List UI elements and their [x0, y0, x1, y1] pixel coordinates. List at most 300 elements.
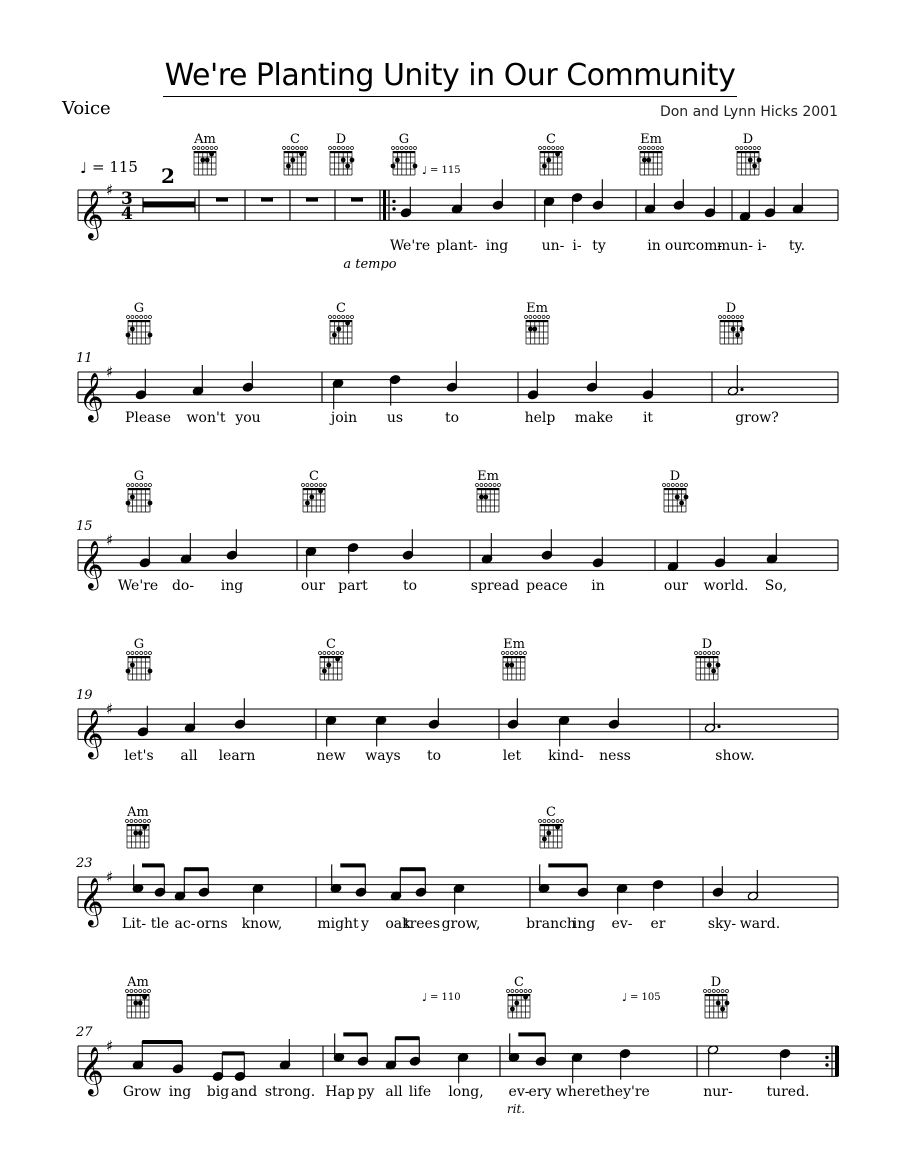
chord-diagram: [502, 652, 527, 681]
open-string-marker: [148, 820, 151, 823]
tempo-note-icon: ♩: [422, 991, 428, 1004]
open-string-marker: [131, 316, 134, 319]
lyric-syllable: join: [330, 410, 358, 426]
lyric-syllable: kind-: [548, 748, 584, 764]
open-string-marker: [721, 990, 724, 993]
beam: [184, 867, 208, 871]
chord-finger-dot: [514, 1001, 519, 1006]
chord-finger-dot: [142, 825, 147, 830]
chord-finger-dot: [509, 663, 514, 668]
beam: [400, 867, 425, 871]
treble-clef: 𝄞: [79, 1045, 104, 1095]
open-string-marker: [667, 484, 670, 487]
chord-name-c: C: [514, 975, 524, 990]
lyric-syllable: ery: [528, 1084, 552, 1100]
key-signature-sharp: ♯: [106, 531, 114, 549]
chord-nut: [330, 151, 352, 153]
open-string-marker: [329, 316, 332, 319]
lyric-syllable: let: [502, 748, 522, 764]
open-string-marker: [144, 316, 147, 319]
chord-finger-dot: [200, 158, 205, 163]
lyric-syllable: in: [647, 238, 661, 254]
open-string-marker: [306, 484, 309, 487]
lyric-syllable: ways: [365, 748, 401, 764]
chord-finger-dot: [286, 164, 291, 169]
beam: [222, 1051, 244, 1055]
chord-nut: [640, 151, 662, 153]
beam: [340, 863, 365, 867]
chord-finger-dot: [731, 327, 736, 332]
lyric-syllable: might: [317, 916, 359, 932]
open-string-marker: [507, 990, 510, 993]
expression-rit: rit.: [506, 1102, 526, 1116]
lyric-syllable: ness: [599, 748, 631, 764]
lyric-syllable: they're: [600, 1084, 650, 1100]
open-string-marker: [758, 147, 761, 150]
chord-finger-dot: [138, 831, 143, 836]
chord-diagram: [539, 820, 564, 849]
open-string-marker: [556, 147, 559, 150]
open-string-marker: [561, 147, 564, 150]
multirest-count: 2: [161, 164, 175, 188]
lyric-syllable: our: [300, 578, 326, 594]
lyric-syllable: help: [524, 410, 556, 426]
open-string-marker: [333, 147, 336, 150]
lyric-syllable: strong.: [264, 1084, 316, 1100]
repeat-dot: [825, 1063, 828, 1066]
chord-name-d: D: [742, 132, 754, 147]
chord-nut: [737, 151, 759, 153]
chord-diagram: [329, 316, 354, 345]
chord-finger-dot: [720, 1007, 725, 1012]
open-string-marker: [663, 484, 666, 487]
treble-clef: 𝄞: [79, 189, 104, 239]
treble-clef: 𝄞: [79, 539, 104, 589]
chord-name-c: C: [326, 637, 336, 652]
open-string-marker: [324, 484, 327, 487]
time-signature-bottom: 4: [121, 204, 133, 224]
chord-name-g: G: [133, 301, 145, 316]
lyric-syllable: ing: [220, 578, 244, 594]
lyric-syllable: us: [386, 410, 404, 426]
open-string-marker: [661, 147, 664, 150]
lyric-syllable: We're: [117, 578, 159, 594]
chord-nut: [503, 656, 525, 658]
lyric-syllable: world.: [703, 578, 749, 594]
lyric-syllable: So,: [764, 578, 788, 594]
chord-finger-dot: [510, 1007, 515, 1012]
chord-finger-dot: [205, 158, 210, 163]
open-string-marker: [392, 147, 395, 150]
open-string-marker: [539, 820, 542, 823]
chord-finger-dot: [130, 495, 135, 500]
lyric-syllable: sky-: [707, 916, 737, 932]
treble-clef: 𝄞: [79, 876, 104, 926]
chord-name-d: D: [701, 637, 713, 652]
chord-diagram: [704, 990, 730, 1019]
open-string-marker: [329, 147, 332, 150]
tempo-marking: = 115: [430, 165, 461, 176]
chord-diagram: [391, 147, 418, 176]
chord-name-em: Em: [640, 132, 662, 147]
key-signature-sharp: ♯: [106, 1037, 114, 1055]
chord-finger-dot: [532, 327, 537, 332]
chord-nut: [128, 320, 150, 322]
key-signature-sharp: ♯: [106, 700, 114, 718]
lyric-syllable: to: [426, 748, 442, 764]
lyric-syllable: our: [664, 238, 690, 254]
open-string-marker: [547, 316, 550, 319]
open-string-marker: [144, 652, 147, 655]
lyric-syllable: to: [402, 578, 418, 594]
open-string-marker: [300, 147, 303, 150]
repeat-thick-bar: [383, 190, 386, 220]
chord-nut: [705, 994, 727, 996]
open-string-marker: [131, 652, 134, 655]
open-string-marker: [319, 652, 322, 655]
chord-diagram: [639, 147, 664, 176]
chord-finger-dot: [335, 657, 340, 662]
open-string-marker: [741, 316, 744, 319]
open-string-marker: [351, 316, 354, 319]
chord-finger-dot: [546, 158, 551, 163]
repeat-dot: [392, 207, 395, 210]
chord-name-c: C: [290, 132, 300, 147]
open-string-marker: [323, 652, 326, 655]
chord-finger-dot: [148, 501, 153, 506]
chord-diagram: [695, 652, 721, 681]
chord-finger-dot: [126, 669, 131, 674]
measure-number: 15: [76, 519, 93, 534]
open-string-marker: [723, 316, 726, 319]
lyric-syllable: big: [206, 1084, 230, 1100]
tempo-marking: = 115: [92, 158, 138, 176]
chord-diagram: [319, 652, 344, 681]
chord-finger-dot: [345, 321, 350, 326]
instrument-label: Voice: [62, 98, 111, 119]
chord-finger-dot: [290, 158, 295, 163]
whole-rest: [306, 198, 318, 202]
open-string-marker: [695, 652, 698, 655]
lyric-syllable: branch: [526, 916, 576, 932]
chord-finger-dot: [391, 164, 396, 169]
lyric-syllable: know,: [241, 916, 283, 932]
chord-diagram: [507, 990, 532, 1019]
augmentation-dot: [740, 388, 743, 391]
chord-nut: [720, 320, 742, 322]
open-string-marker: [708, 990, 711, 993]
open-string-marker: [717, 652, 720, 655]
chord-nut: [128, 488, 150, 490]
chord-finger-dot: [646, 158, 651, 163]
lyric-syllable: ing: [485, 238, 509, 254]
chord-name-d: D: [710, 975, 722, 990]
open-string-marker: [685, 484, 688, 487]
lyric-syllable: all: [180, 748, 198, 764]
chord-finger-dot: [318, 489, 323, 494]
open-string-marker: [287, 147, 290, 150]
lyric-syllable: where: [555, 1084, 601, 1100]
chord-name-em: Em: [526, 301, 548, 316]
chord-finger-dot: [332, 333, 337, 338]
lyric-syllable: i-: [757, 238, 767, 254]
measure-number: 23: [76, 856, 93, 871]
chord-finger-dot: [716, 1001, 721, 1006]
chord-finger-dot: [130, 327, 135, 332]
lyric-syllable: life: [408, 1084, 432, 1100]
tempo-marking: = 110: [430, 992, 461, 1003]
lyric-syllable: do-: [171, 578, 195, 594]
lyric-syllable: py: [357, 1084, 375, 1100]
lyric-syllable: won't: [186, 410, 226, 426]
open-string-marker: [149, 316, 152, 319]
chord-name-d: D: [335, 132, 347, 147]
chord-nut: [393, 151, 415, 153]
beam: [142, 863, 164, 867]
chord-nut: [526, 320, 548, 322]
chord-name-em: Em: [477, 469, 499, 484]
open-string-marker: [346, 147, 349, 150]
lyric-syllable: er: [650, 916, 666, 932]
lyric-syllable: new: [316, 748, 346, 764]
beam: [343, 1032, 367, 1036]
chord-finger-dot: [345, 164, 350, 169]
lyric-syllable: our: [663, 578, 689, 594]
chord-finger-dot: [735, 333, 740, 338]
lyric-syllable: i-: [572, 238, 582, 254]
chord-finger-dot: [757, 158, 762, 163]
augmentation-dot: [717, 725, 720, 728]
chord-finger-dot: [148, 669, 153, 674]
chord-finger-dot: [725, 1001, 730, 1006]
open-string-marker: [753, 147, 756, 150]
lyric-syllable: ward.: [739, 916, 781, 932]
whole-rest: [351, 198, 363, 202]
expression-a-tempo: a tempo: [343, 257, 397, 272]
open-string-marker: [680, 484, 683, 487]
lyric-syllable: orns: [196, 916, 228, 932]
lyric-syllable: let's: [124, 748, 154, 764]
repeat-thick-bar: [835, 1046, 839, 1076]
lyric-syllable: make: [574, 410, 614, 426]
chord-finger-dot: [642, 158, 647, 163]
open-string-marker: [736, 147, 739, 150]
chord-diagram: [539, 147, 564, 176]
open-string-marker: [127, 652, 130, 655]
open-string-marker: [736, 316, 739, 319]
chord-finger-dot: [341, 158, 346, 163]
open-string-marker: [127, 316, 130, 319]
open-string-marker: [131, 484, 134, 487]
chord-finger-dot: [555, 152, 560, 157]
open-string-marker: [305, 147, 308, 150]
open-string-marker: [556, 820, 559, 823]
lyric-syllable: part: [338, 578, 368, 594]
measure-number: 19: [76, 688, 93, 703]
lyric-syllable: ty: [592, 238, 606, 254]
lyric-syllable: y: [361, 916, 369, 932]
tempo-note-icon: ♩: [622, 991, 628, 1004]
chord-finger-dot: [395, 158, 400, 163]
lyric-syllable: peace: [526, 578, 568, 594]
lyric-syllable: trees: [403, 916, 441, 932]
lyric-syllable: nur-: [703, 1084, 733, 1100]
chord-finger-dot: [546, 831, 551, 836]
lyric-syllable: grow,: [441, 916, 481, 932]
chord-diagram: [283, 147, 308, 176]
chord-diagram: [126, 316, 153, 345]
chord-finger-dot: [679, 501, 684, 506]
open-string-marker: [704, 990, 707, 993]
chord-finger-dot: [740, 327, 745, 332]
lyric-syllable: tured.: [766, 1084, 810, 1100]
chord-diagram: [302, 484, 327, 513]
lyric-syllable: Hap: [325, 1084, 355, 1100]
chord-diagram: [476, 484, 501, 513]
lyric-syllable: ing: [168, 1084, 192, 1100]
measure-number: 27: [76, 1025, 93, 1040]
open-string-marker: [543, 147, 546, 150]
chord-diagram: [525, 316, 550, 345]
chord-diagram: [126, 820, 151, 849]
key-signature-sharp: ♯: [106, 868, 114, 886]
chord-name-g: G: [133, 637, 145, 652]
key-signature-sharp: ♯: [106, 363, 114, 381]
open-string-marker: [498, 484, 501, 487]
chord-finger-dot: [133, 1001, 138, 1006]
time-signature-top: 3: [121, 189, 133, 209]
chord-diagram: [719, 316, 745, 345]
lyric-syllable: tle: [150, 916, 170, 932]
chord-finger-dot: [707, 663, 712, 668]
open-string-marker: [336, 652, 339, 655]
chord-finger-dot: [126, 333, 131, 338]
open-string-marker: [524, 990, 527, 993]
lyric-syllable: Grow: [122, 1084, 162, 1100]
open-string-marker: [409, 147, 412, 150]
chord-name-c: C: [309, 469, 319, 484]
key-signature-sharp: ♯: [106, 181, 114, 199]
open-string-marker: [524, 652, 527, 655]
open-string-marker: [149, 652, 152, 655]
chord-name-d: D: [725, 301, 737, 316]
lyric-syllable: learn: [218, 748, 256, 764]
chord-finger-dot: [299, 152, 304, 157]
beam: [548, 863, 587, 867]
chord-finger-dot: [675, 495, 680, 500]
chord-name-d: D: [669, 469, 681, 484]
chord-finger-dot: [413, 164, 418, 169]
chord-finger-dot: [305, 501, 310, 506]
chord-diagram: [663, 484, 689, 513]
chord-name-em: Em: [503, 637, 525, 652]
open-string-marker: [740, 147, 743, 150]
lyric-syllable: ac-: [174, 916, 196, 932]
open-string-marker: [333, 316, 336, 319]
multimeasure-rest: [143, 201, 195, 207]
lyric-syllable: and: [230, 1084, 258, 1100]
tempo-note-icon: ♩: [422, 164, 428, 177]
lyric-syllable: in: [591, 578, 605, 594]
open-string-marker: [414, 147, 417, 150]
chord-finger-dot: [752, 164, 757, 169]
chord-finger-dot: [528, 327, 533, 332]
open-string-marker: [215, 147, 218, 150]
chord-nut: [696, 656, 718, 658]
repeat-dot: [392, 200, 395, 203]
open-string-marker: [726, 990, 729, 993]
open-string-marker: [561, 820, 564, 823]
open-string-marker: [699, 652, 702, 655]
chord-finger-dot: [130, 663, 135, 668]
lyric-syllable: un-: [541, 238, 565, 254]
chord-name-g: G: [398, 132, 410, 147]
open-string-marker: [144, 484, 147, 487]
chord-diagram: [736, 147, 762, 176]
open-string-marker: [529, 990, 532, 993]
open-string-marker: [148, 990, 151, 993]
open-string-marker: [302, 484, 305, 487]
open-string-marker: [543, 820, 546, 823]
chord-nut: [664, 488, 686, 490]
chord-finger-dot: [479, 495, 484, 500]
repeat-dot: [825, 1056, 828, 1059]
lyric-syllable: to: [444, 410, 460, 426]
lyric-syllable: all: [385, 1084, 403, 1100]
chord-name-c: C: [546, 132, 556, 147]
song-title: We're Planting Unity in Our Community: [0, 58, 900, 93]
beam: [142, 1040, 182, 1044]
open-string-marker: [283, 147, 286, 150]
treble-clef: 𝄞: [79, 371, 104, 421]
open-string-marker: [127, 484, 130, 487]
chord-name-c: C: [336, 301, 346, 316]
chord-finger-dot: [326, 663, 331, 668]
chord-finger-dot: [336, 327, 341, 332]
open-string-marker: [539, 147, 542, 150]
chord-diagram: [126, 652, 153, 681]
lyric-syllable: ty.: [788, 238, 806, 254]
chord-finger-dot: [711, 669, 716, 674]
lyric-syllable: grow?: [735, 410, 779, 426]
chord-finger-dot: [555, 825, 560, 830]
chord-finger-dot: [523, 995, 528, 1000]
open-string-marker: [341, 652, 344, 655]
beam: [395, 1036, 419, 1040]
lyric-syllable: spread: [470, 578, 520, 594]
chord-finger-dot: [126, 501, 131, 506]
measure-number: 11: [76, 351, 93, 366]
lyric-syllable: ing: [572, 916, 596, 932]
open-string-marker: [396, 147, 399, 150]
chord-nut: [128, 656, 150, 658]
tempo-marking: = 105: [630, 992, 661, 1003]
lyric-syllable: you: [235, 410, 261, 426]
whole-rest: [261, 198, 273, 202]
open-string-marker: [346, 316, 349, 319]
open-string-marker: [319, 484, 322, 487]
chord-finger-dot: [322, 669, 327, 674]
open-string-marker: [351, 147, 354, 150]
chord-finger-dot: [309, 495, 314, 500]
composer-credit: Don and Lynn Hicks 2001: [659, 104, 838, 120]
treble-clef: 𝄞: [79, 708, 104, 758]
open-string-marker: [719, 316, 722, 319]
open-string-marker: [149, 484, 152, 487]
lyric-syllable: plant-: [436, 238, 478, 254]
chord-finger-dot: [684, 495, 689, 500]
chord-name-am: Am: [127, 975, 149, 990]
